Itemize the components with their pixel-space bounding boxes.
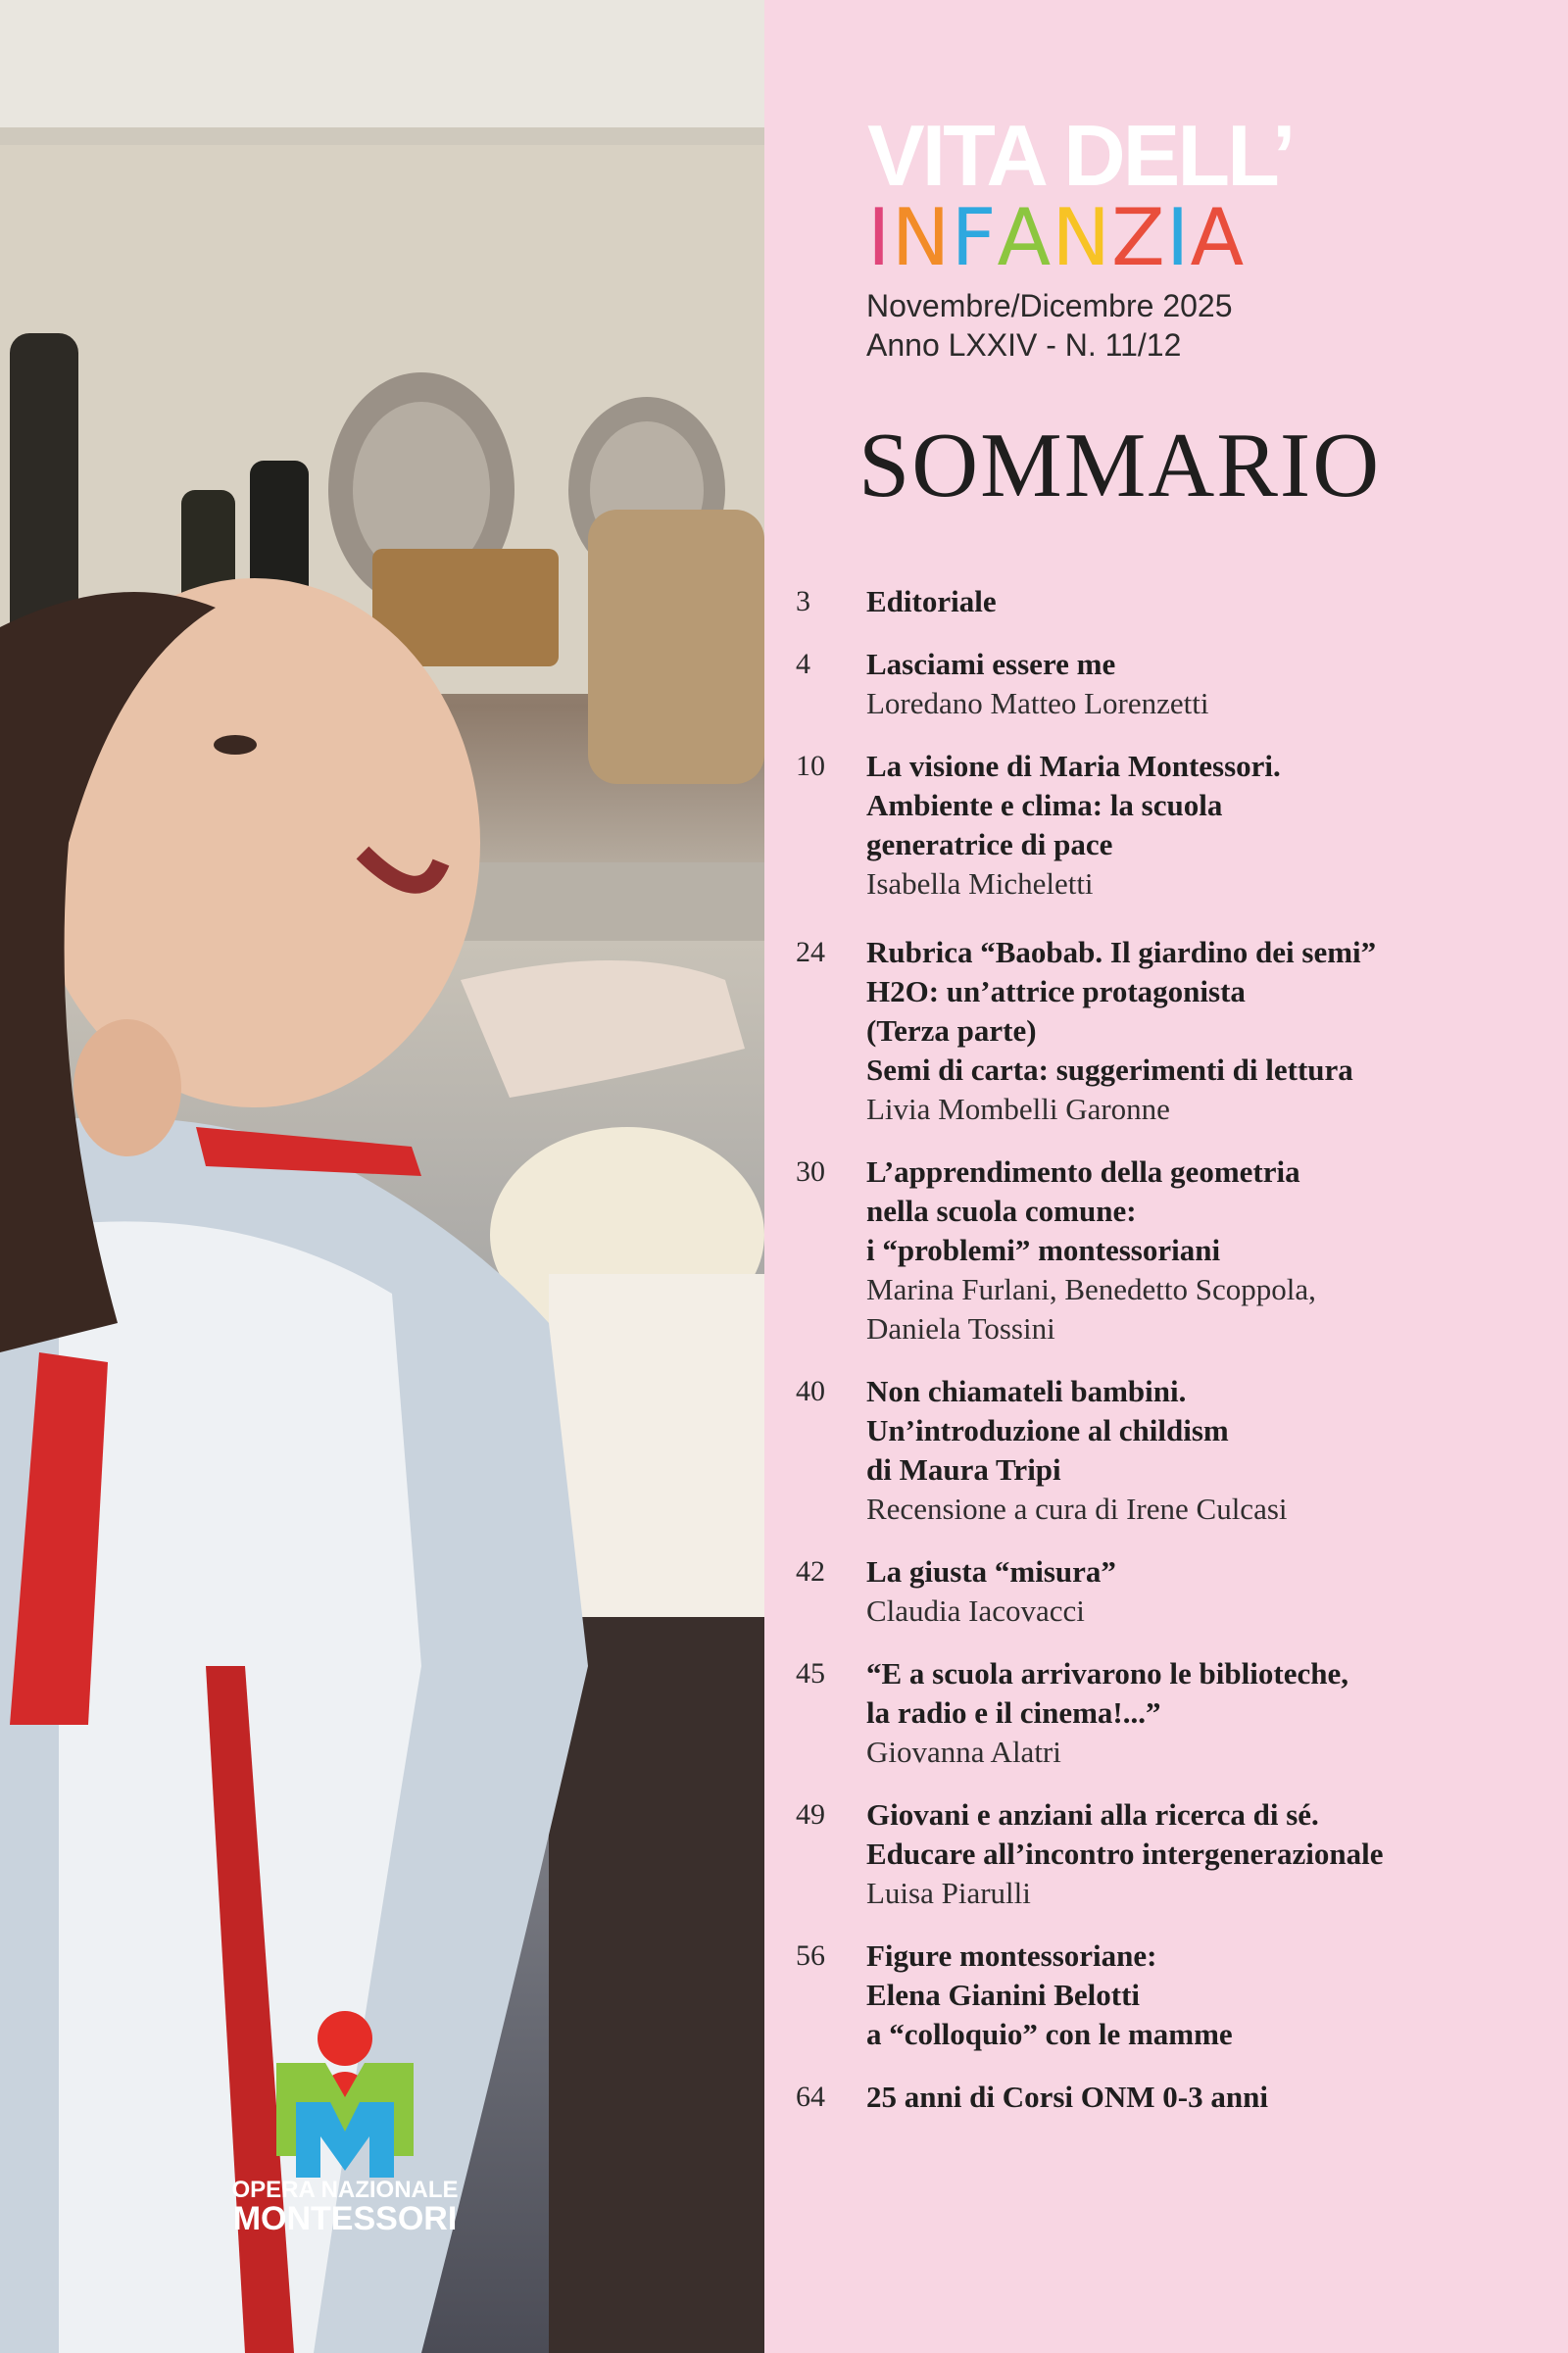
- toc-title-line: Figure montessoriane:: [866, 1938, 1157, 1973]
- toc-title-line: a “colloquio” con le mamme: [866, 2017, 1233, 2051]
- toc-text: [866, 1372, 1543, 1529]
- toc-title-line: nella scuola comune:: [866, 1194, 1137, 1228]
- toc-page-number: 3: [796, 585, 810, 617]
- masthead-letter: A: [997, 192, 1053, 283]
- masthead-letter: Z: [1111, 192, 1166, 283]
- toc-title-line: Semi di carta: suggerimenti di lettura: [866, 1053, 1353, 1087]
- toc-title-line: Editoriale: [866, 584, 997, 618]
- toc-title-line: La giusta “misura”: [866, 1554, 1116, 1589]
- toc-title-line: H2O: un’attrice protagonista: [866, 974, 1246, 1008]
- toc-page-number: 42: [796, 1555, 825, 1588]
- toc-text: [866, 933, 1543, 1129]
- toc-title-line: La visione di Maria Montessori.: [866, 749, 1281, 783]
- masthead-letter: A: [1190, 192, 1246, 283]
- onm-logo-line2: MONTESSORI: [232, 2200, 458, 2237]
- magazine-masthead: [867, 107, 1328, 283]
- toc-title-line: Non chiamateli bambini.: [866, 1374, 1187, 1408]
- issue-date: Novembre/Dicembre 2025: [866, 288, 1233, 323]
- masthead-letter: N: [1052, 192, 1112, 283]
- toc-text: [866, 747, 1543, 904]
- toc-title-line: 25 anni di Corsi ONM 0-3 anni: [866, 2080, 1268, 2114]
- toc-author-line: Marina Furlani, Benedetto Scoppola,: [866, 1272, 1316, 1306]
- toc-author-line: Isabella Micheletti: [866, 866, 1094, 901]
- toc-title-line: generatrice di pace: [866, 827, 1113, 861]
- onm-logo-line1: OPERA NAZIONALE: [231, 2177, 459, 2203]
- toc-text: [866, 1152, 1543, 1348]
- masthead-line1: VITA DELL’: [867, 107, 1294, 204]
- toc-author-line: Loredano Matteo Lorenzetti: [866, 686, 1209, 720]
- masthead-letter: N: [891, 192, 952, 283]
- toc-page-number: 10: [796, 750, 825, 782]
- toc-title-line: “E a scuola arrivarono le biblioteche,: [866, 1656, 1348, 1691]
- toc-page-number: 56: [796, 1939, 825, 1972]
- toc-title-line: L’apprendimento della geometria: [866, 1154, 1300, 1189]
- masthead-line2: [867, 192, 1328, 283]
- toc-page-number: 40: [796, 1375, 825, 1407]
- masthead-letter: I: [1165, 192, 1191, 283]
- toc-text: [866, 1936, 1543, 2054]
- issue-info: [866, 286, 1233, 365]
- toc-page-number: 49: [796, 1798, 825, 1831]
- toc-title-line: la radio e il cinema!...”: [866, 1695, 1161, 1730]
- toc-title-line: Educare all’incontro intergenerazionale: [866, 1837, 1384, 1871]
- toc-text: [866, 1552, 1543, 1631]
- cover-photo: [0, 0, 764, 2353]
- cover-photo-illustration: [0, 0, 764, 2353]
- toc-text: [866, 582, 1543, 621]
- toc-title-line: Rubrica “Baobab. Il giardino dei semi”: [866, 935, 1377, 969]
- toc-page-number: 30: [796, 1155, 825, 1188]
- onm-logo: [218, 2009, 472, 2237]
- toc-title-line: Lasciami essere me: [866, 647, 1116, 681]
- masthead-letter: F: [951, 192, 998, 283]
- toc-author-line: Luisa Piarulli: [866, 1876, 1031, 1910]
- page-title: SOMMARIO: [858, 415, 1382, 516]
- masthead-letter: I: [867, 192, 892, 283]
- toc-text: [866, 1795, 1543, 1913]
- toc-page-number: 24: [796, 936, 825, 968]
- toc-page-number: 4: [796, 648, 810, 680]
- toc-title-line: Giovani e anziani alla ricerca di sé.: [866, 1797, 1319, 1832]
- toc-author-line: Recensione a cura di Irene Culcasi: [866, 1492, 1288, 1526]
- toc-text: [866, 2078, 1543, 2117]
- toc-title-line: i “problemi” montessoriani: [866, 1233, 1221, 1267]
- toc-title-line: Elena Gianini Belotti: [866, 1978, 1141, 2012]
- toc-page-number: 64: [796, 2081, 825, 2113]
- toc-author-line: Livia Mombelli Garonne: [866, 1092, 1170, 1126]
- issue-number: Anno LXXIV - N. 11/12: [866, 327, 1182, 363]
- toc-author-line: Daniela Tossini: [866, 1311, 1055, 1346]
- toc-text: [866, 645, 1543, 723]
- toc-author-line: Giovanna Alatri: [866, 1735, 1061, 1769]
- toc-title-line: Ambiente e clima: la scuola: [866, 788, 1223, 822]
- toc-text: [866, 1654, 1543, 1772]
- toc-page-number: 45: [796, 1657, 825, 1690]
- toc-title-line: di Maura Tripi: [866, 1452, 1061, 1487]
- toc-title-line: (Terza parte): [866, 1013, 1037, 1048]
- toc-author-line: Claudia Iacovacci: [866, 1593, 1085, 1628]
- toc-title-line: Un’introduzione al childism: [866, 1413, 1229, 1447]
- onm-logo-mark: [218, 2009, 472, 2185]
